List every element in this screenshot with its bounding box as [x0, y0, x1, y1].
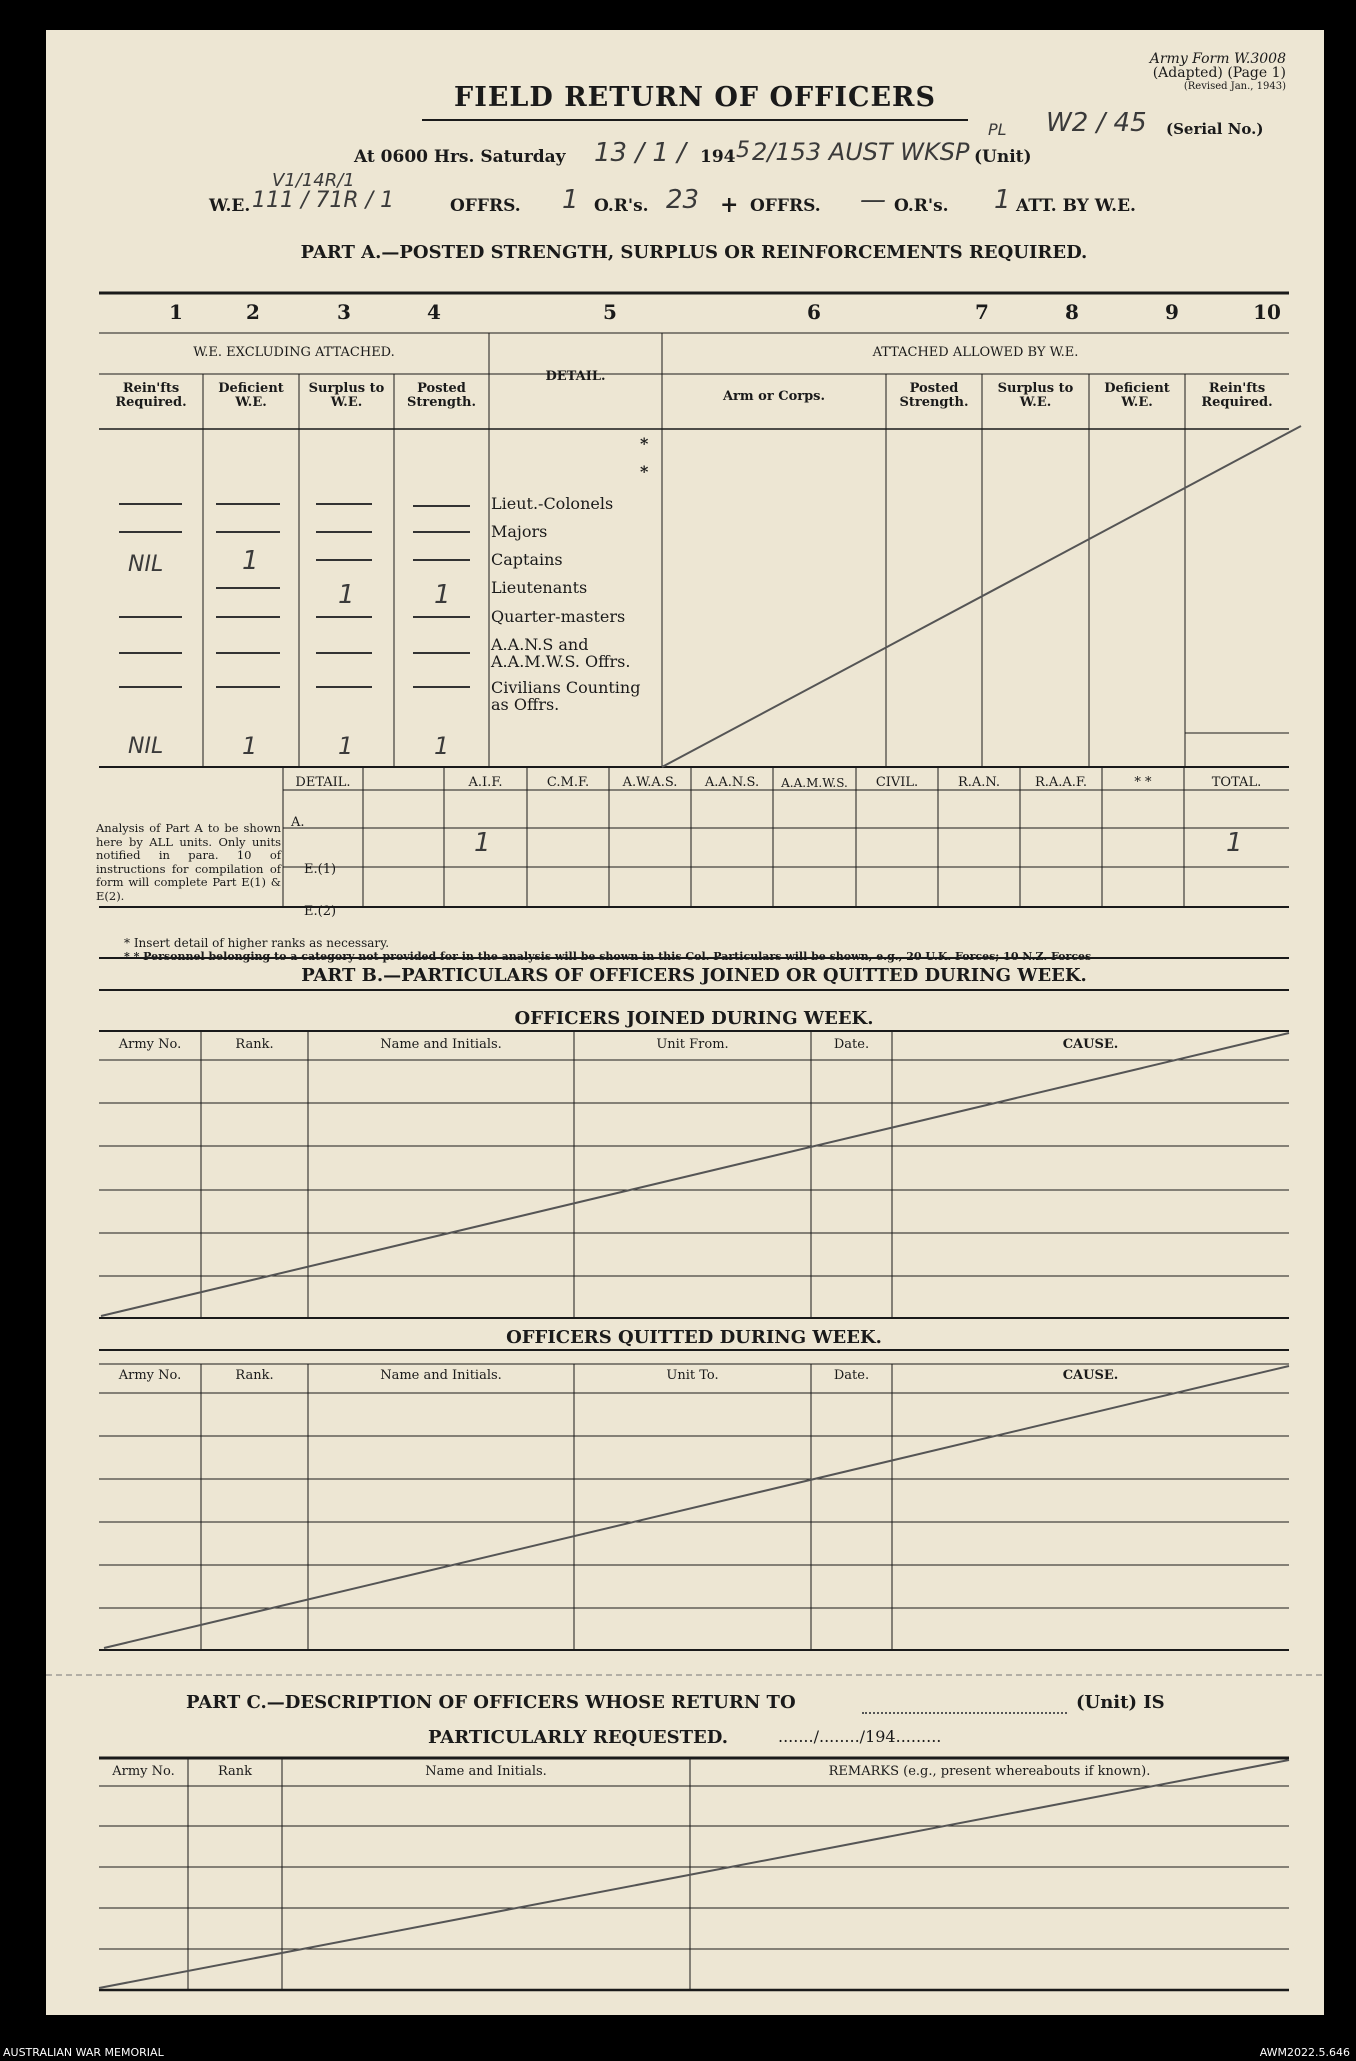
asterisk-marker: *: [640, 434, 649, 453]
entry-dashes: [119, 504, 470, 687]
analysis-header: R.A.A.F.: [1034, 775, 1088, 790]
quitted-header-cause: CAUSE.: [1062, 1368, 1119, 1383]
analysis-row-label: A.: [291, 815, 305, 830]
column-numbers: [99, 300, 1289, 324]
offrs-value: 1: [562, 185, 579, 215]
part-b-title: PART B.—PARTICULARS OF OFFICERS JOINED OR QUITTED DURING WEEK.: [301, 965, 1087, 986]
ors-att-label: O.R's.: [894, 196, 949, 216]
offrs-label: OFFRS.: [450, 196, 521, 216]
analysis-header: A.A.N.S.: [704, 775, 760, 790]
joined-title: OFFICERS JOINED DURING WEEK.: [514, 1008, 874, 1029]
analysis-header: DETAIL.: [295, 775, 351, 790]
quitted-title: OFFICERS QUITTED DURING WEEK.: [506, 1327, 882, 1348]
form-reference: [1046, 52, 1286, 94]
col-number: 4: [427, 300, 441, 324]
att-deficient-header: Deficient W.E.: [1104, 381, 1170, 410]
part-c-unit-blank: [862, 1696, 1067, 1714]
footnote-other-personnel: * * Personnel belonging to a category not provided for in the analysis will be shown in this Col. Particulars will be shown, e.g., 20 U.K. Forces; 10 N.Z. Forces: [124, 950, 1092, 963]
analysis-header: C.M.F.: [546, 775, 590, 790]
col-number: 10: [1253, 300, 1281, 324]
entry-captains-reinforcements: NIL: [128, 552, 164, 577]
analysis-header: TOTAL.: [1211, 775, 1262, 790]
page-title: FIELD RETURN OF OFFICERS: [454, 82, 936, 113]
joined-header-unit-from: Unit From.: [656, 1037, 729, 1052]
we-value: 111 / 71R / 1: [252, 188, 395, 213]
offrs-att-value: —: [860, 185, 886, 215]
attached-allowed-header: ATTACHED ALLOWED BY W.E.: [872, 345, 1079, 360]
entry-lieutenants-surplus: 1: [338, 580, 355, 610]
serial-number-value: W2 / 45: [1046, 108, 1147, 138]
analysis-total-a-value: 1: [1226, 828, 1243, 858]
time-day-label: At 0600 Hrs. Saturday: [354, 147, 566, 167]
we-label: W.E.: [209, 196, 251, 216]
analysis-note: Analysis of Part A to be shown here by ALL units. Only units notified in para. 10 of instructions for compilation of form will complete Part E(1) & E(2).: [96, 821, 281, 903]
footer-institution: AUSTRALIAN WAR MEMORIAL: [3, 2046, 164, 2059]
analysis-header: A.I.F.: [468, 775, 503, 790]
part-c-header-name: Name and Initials.: [425, 1764, 547, 1779]
arm-corps-header: Arm or Corps.: [722, 389, 826, 404]
analysis-row-label: E.(1): [304, 862, 337, 877]
we-value-top: V1/14R/1: [272, 170, 355, 191]
att-by-we-label: ATT. BY W.E.: [1016, 196, 1136, 216]
joined-header-date: Date.: [833, 1037, 870, 1052]
form-sheet: [46, 30, 1324, 2015]
posted-strength-header: Posted Strength.: [406, 381, 477, 410]
part-c-header-remarks: REMARKS (e.g., present whereabouts if known).: [828, 1764, 1151, 1779]
joined-header-cause: CAUSE.: [1062, 1037, 1119, 1052]
reinforcements-required-header: Rein'fts Required.: [115, 381, 187, 410]
att-reinforcements-header: Rein'fts Required.: [1201, 381, 1273, 410]
quitted-header-date: Date.: [833, 1368, 870, 1383]
col-number: 2: [246, 300, 260, 324]
quitted-header-army-no: Army No.: [118, 1368, 182, 1383]
part-c-title: PART C.—DESCRIPTION OF OFFICERS WHOSE RETURN TO: [186, 1692, 796, 1713]
analysis-row-label: E.(2): [304, 904, 337, 919]
analysis-header: A.A.M.W.S.: [781, 776, 848, 790]
quitted-header-name: Name and Initials.: [380, 1368, 502, 1383]
surplus-we-header: Surplus to W.E.: [308, 381, 385, 410]
serial-number-label: (Serial No.): [1166, 120, 1264, 138]
part-c-title-line2: PARTICULARLY REQUESTED.: [428, 1727, 728, 1748]
rank-label: Captains: [491, 550, 563, 569]
part-c-header-rank: Rank: [217, 1764, 253, 1779]
form-adapted: (Adapted) (Page 1): [1152, 65, 1286, 81]
joined-header-name: Name and Initials.: [380, 1037, 502, 1052]
analysis-header: * *: [1134, 775, 1152, 790]
analysis-header: R.A.N.: [957, 775, 1001, 790]
col-number: 7: [975, 300, 989, 324]
rank-label: Lieut.-Colonels: [491, 494, 614, 513]
total-deficient: 1: [242, 732, 258, 760]
unit-value: 2/153 AUST WKSP: [752, 138, 970, 166]
entry-lieutenants-posted: 1: [434, 580, 451, 610]
year-hand: 5: [736, 138, 750, 163]
ors-att-value: 1: [994, 185, 1011, 215]
part-c-header-army-no: Army No.: [112, 1764, 175, 1779]
footnote-higher-ranks: * Insert detail of higher ranks as necessary.: [124, 936, 390, 950]
total-posted: 1: [434, 732, 450, 760]
unit-superscript: PL: [988, 120, 1007, 139]
ors-label: O.R's.: [594, 196, 649, 216]
total-reinforcements: NIL: [128, 734, 164, 759]
col-number: 6: [807, 300, 821, 324]
plus-sign: +: [720, 192, 739, 218]
ors-value: 23: [666, 185, 700, 215]
footer-accession-number: AWM2022.5.646: [1259, 2046, 1350, 2059]
detail-header: DETAIL.: [545, 369, 606, 384]
we-excluding-header: W.E. EXCLUDING ATTACHED.: [193, 345, 395, 360]
part-c-date-blank: ......./......../194.........: [778, 1727, 942, 1746]
part-c-title-end: (Unit) IS: [1076, 1692, 1165, 1713]
unit-label: (Unit): [974, 147, 1032, 167]
rank-label: Civilians Counting as Offrs.: [491, 678, 641, 714]
part-a-title: PART A.—POSTED STRENGTH, SURPLUS OR REINFORCEMENTS REQUIRED.: [300, 242, 1088, 263]
col-number: 1: [169, 300, 183, 324]
asterisk-marker: *: [640, 462, 649, 481]
year-printed: 194: [700, 147, 736, 167]
att-surplus-header: Surplus to W.E.: [997, 381, 1074, 410]
rank-label: Lieutenants: [491, 578, 588, 597]
quitted-header-unit-to: Unit To.: [666, 1368, 719, 1383]
offrs-att-label: OFFRS.: [750, 196, 821, 216]
att-posted-strength-header: Posted Strength.: [899, 381, 969, 410]
col-number: 8: [1065, 300, 1079, 324]
form-number: Army Form W.3008: [1149, 51, 1286, 67]
joined-header-army-no: Army No.: [118, 1037, 182, 1052]
deficient-we-header: Deficient W.E.: [218, 381, 284, 410]
quitted-header-rank: Rank.: [235, 1368, 274, 1383]
rank-label: A.A.N.S and A.A.M.W.S. Offrs.: [491, 635, 631, 671]
total-surplus: 1: [338, 732, 354, 760]
analysis-aif-a-value: 1: [474, 828, 491, 858]
col-number: 5: [603, 300, 617, 324]
analysis-header: A.W.A.S.: [622, 775, 678, 790]
rank-label: Majors: [491, 522, 548, 541]
date-value: 13 / 1 /: [594, 138, 686, 168]
col-number: 9: [1165, 300, 1179, 324]
joined-header-rank: Rank.: [235, 1037, 274, 1052]
analysis-header: CIVIL.: [875, 775, 919, 790]
form-revised: (Revised Jan., 1943): [1183, 81, 1286, 92]
entry-captains-deficient: 1: [242, 546, 259, 576]
col-number: 3: [337, 300, 351, 324]
rank-label: Quarter-masters: [491, 607, 626, 626]
